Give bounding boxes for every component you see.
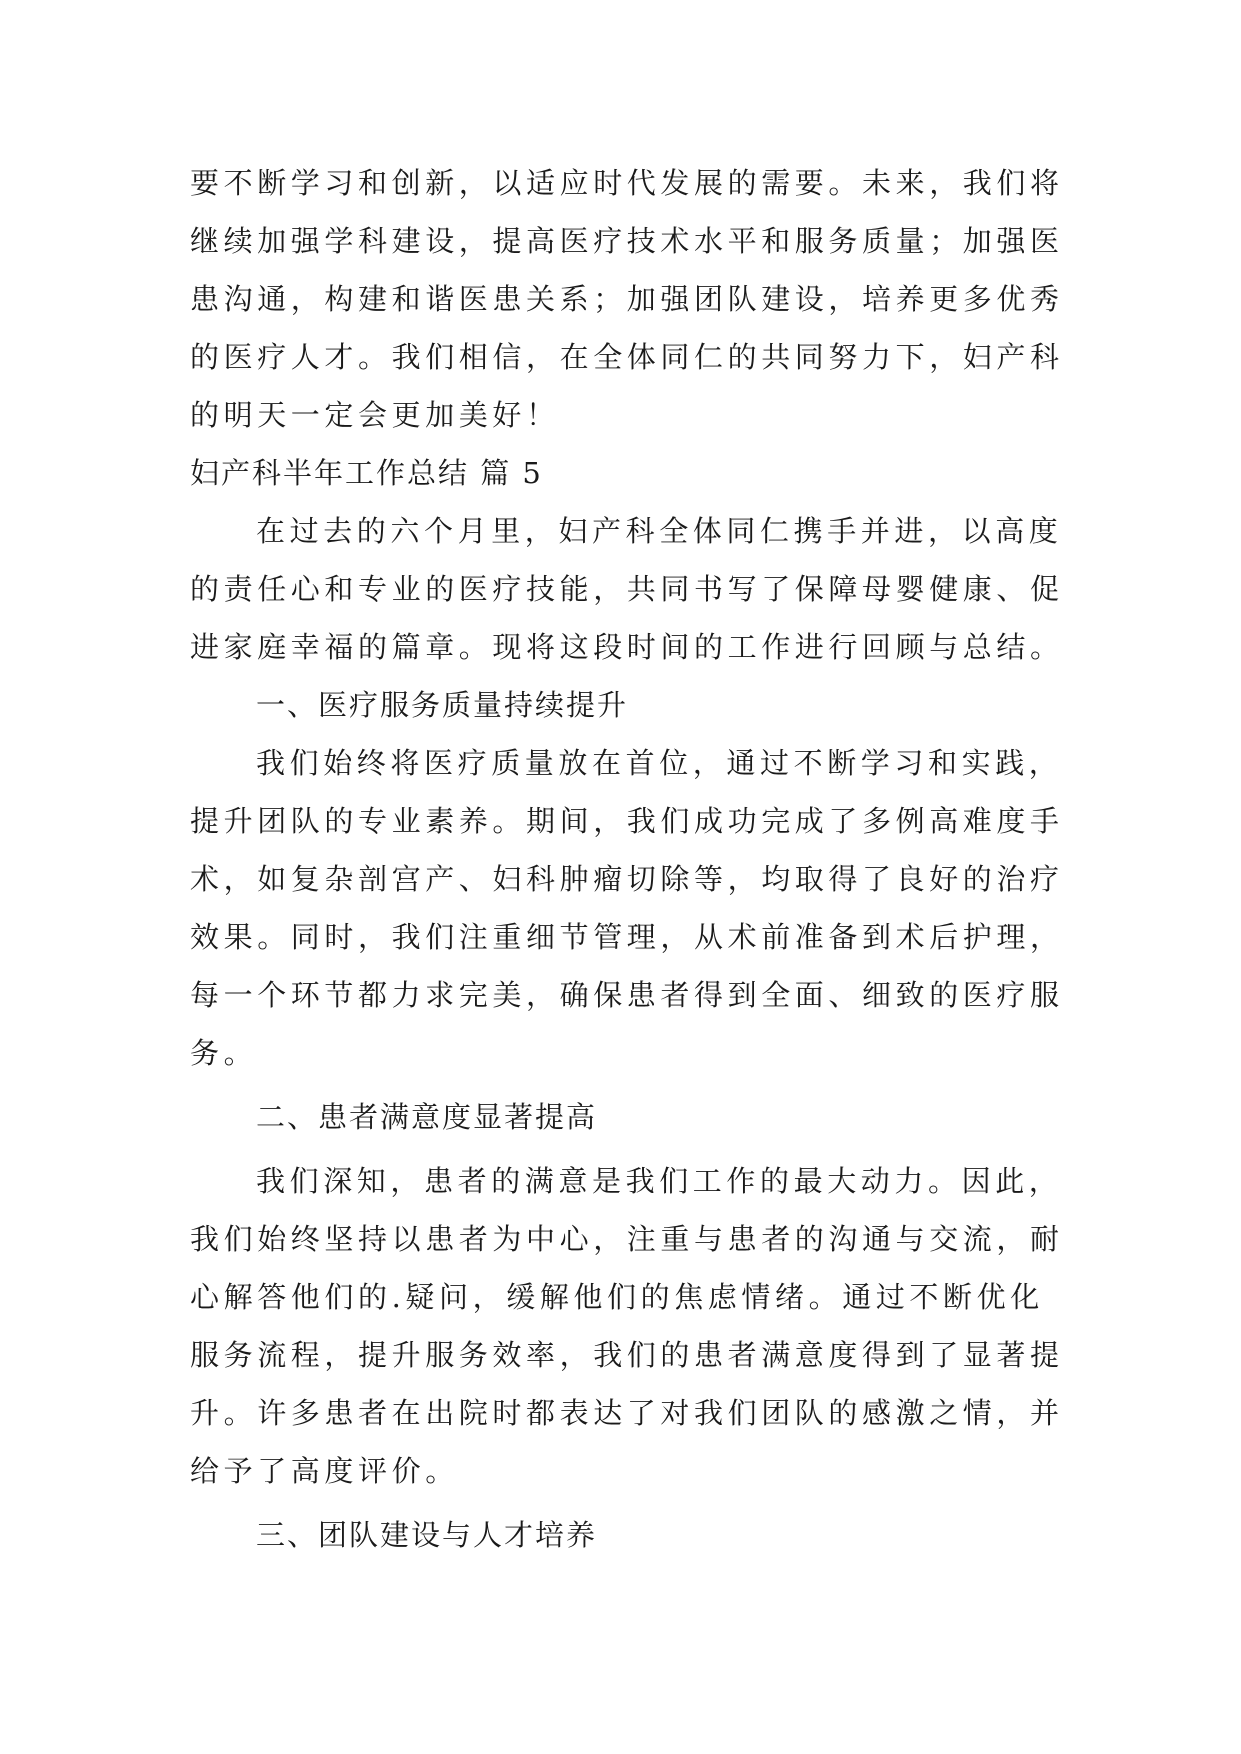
intro-line: 患沟通，构建和谐医患关系；加强团队建设，培养更多优秀	[190, 282, 1064, 316]
paragraph-line: 给予了高度评价。	[190, 1454, 459, 1488]
paragraph-line: 务。	[190, 1036, 258, 1070]
document-body	[190, 154, 1070, 1564]
paragraph-line: 我们始终坚持以患者为中心，注重与患者的沟通与交流，耐	[190, 1222, 1064, 1256]
opening-line: 进家庭幸福的篇章。现将这段时间的工作进行回顾与总结。	[190, 630, 1064, 664]
document-title: 妇产科半年工作总结 篇 5	[190, 456, 543, 490]
opening-line: 在过去的六个月里，妇产科全体同仁携手并进，以高度	[256, 514, 1063, 548]
section-heading-3: 三、团队建设与人才培养	[256, 1518, 598, 1552]
paragraph-line: 效果。同时，我们注重细节管理，从术前准备到术后护理，	[190, 920, 1064, 954]
intro-line: 继续加强学科建设，提高医疗技术水平和服务质量；加强医	[190, 224, 1064, 258]
paragraph-line: 心解答他们的.疑问，缓解他们的焦虑情绪。通过不断优化	[190, 1280, 1044, 1314]
intro-line: 要不断学习和创新，以适应时代发展的需要。未来，我们将	[190, 166, 1064, 200]
section-heading-1: 一、医疗服务质量持续提升	[256, 688, 629, 722]
intro-line: 的医疗人才。我们相信，在全体同仁的共同努力下，妇产科	[190, 340, 1064, 374]
paragraph-line: 每一个环节都力求完美，确保患者得到全面、细致的医疗服	[190, 978, 1064, 1012]
intro-line: 的明天一定会更加美好！	[190, 398, 560, 432]
paragraph-line: 我们始终将医疗质量放在首位，通过不断学习和实践，	[256, 746, 1063, 780]
paragraph-line: 我们深知，患者的满意是我们工作的最大动力。因此，	[256, 1164, 1063, 1198]
paragraph-line: 提升团队的专业素养。期间，我们成功完成了多例高难度手	[190, 804, 1064, 838]
paragraph-line: 术，如复杂剖宫产、妇科肿瘤切除等，均取得了良好的治疗	[190, 862, 1064, 896]
paragraph-line: 服务流程，提升服务效率，我们的患者满意度得到了显著提	[190, 1338, 1064, 1372]
opening-line: 的责任心和专业的医疗技能，共同书写了保障母婴健康、促	[190, 572, 1064, 606]
section-heading-2: 二、患者满意度显著提高	[256, 1100, 598, 1134]
paragraph-line: 升。许多患者在出院时都表达了对我们团队的感激之情，并	[190, 1396, 1064, 1430]
